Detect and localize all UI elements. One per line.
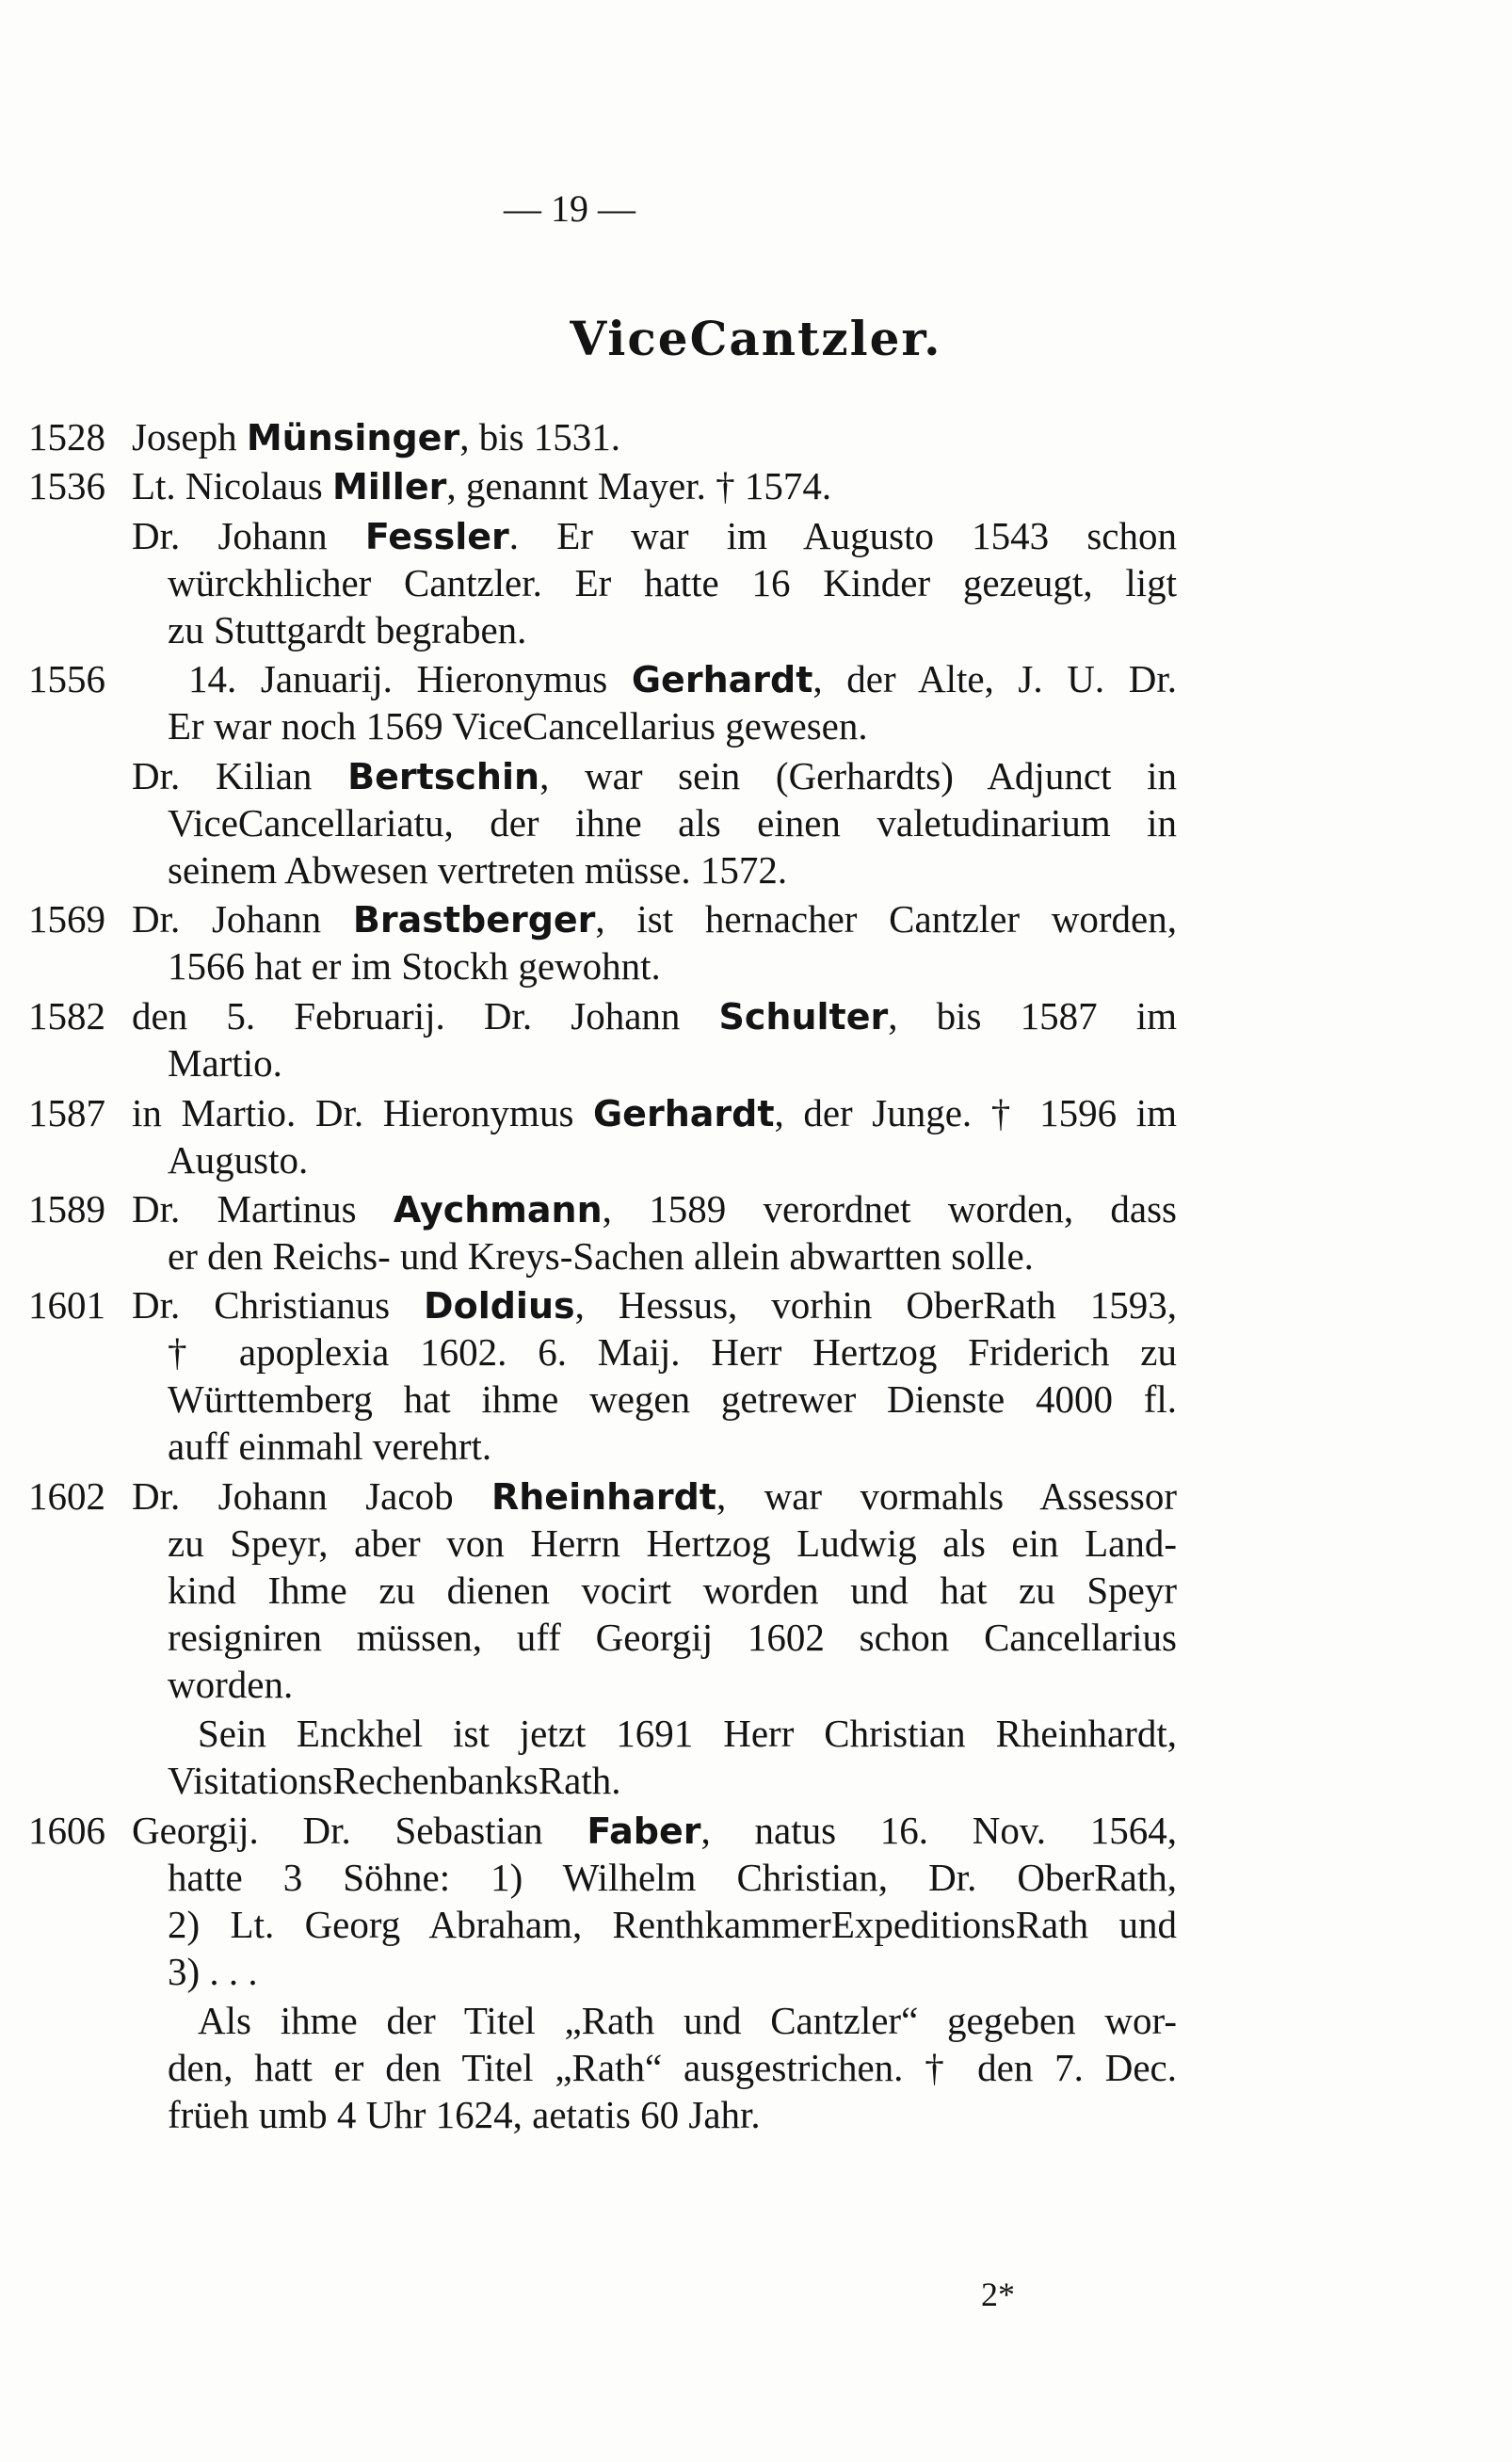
text-segment: Als ihme der Titel „Rath und Cantzler“ gegeben wor- (198, 1999, 1177, 2042)
text-line (132, 513, 1177, 558)
text-line (168, 607, 526, 652)
text-line (168, 1233, 1034, 1279)
text-segment: Lt. Nicolaus (132, 464, 332, 507)
text-segment: , Hessus, vorhin OberRath 1593, (574, 1283, 1177, 1327)
text-line (132, 1090, 1177, 1135)
text-segment: er den Reichs- und Kreys-Sachen allein abwartten solle. (168, 1234, 1034, 1278)
text-line (168, 1949, 258, 1994)
entry-year: 1528 (28, 415, 105, 459)
entry-year: 1556 (28, 657, 105, 700)
text-segment: in Martio. Dr. Hieronymus (132, 1091, 593, 1134)
text-segment: , 1589 verordnet worden, dass (602, 1187, 1177, 1231)
person-name: Münsinger (246, 417, 460, 459)
text-segment: ViceCancellariatu, der ihne als einen valetudinarium in (168, 801, 1177, 845)
text-segment: , genannt Mayer. † 1574. (446, 464, 832, 507)
entry-year: 1582 (28, 994, 105, 1038)
person-name: Faber (587, 1810, 701, 1852)
text-line (132, 1186, 1177, 1231)
person-name: Gerhardt (592, 1093, 775, 1134)
text-segment: Dr. Kilian (132, 754, 348, 797)
text-segment: Württemberg hat ihme wegen getrewer Dienste 4000 fl. (168, 1377, 1177, 1421)
text-segment: , bis 1587 im (888, 994, 1177, 1038)
text-line (168, 1855, 1177, 1900)
text-line (168, 703, 868, 748)
person-name: Fessler (364, 516, 509, 557)
text-segment: , bis 1531. (459, 415, 621, 459)
entry-year: 1587 (28, 1091, 105, 1134)
text-line (132, 993, 1177, 1038)
text-segment: resigniren müssen, uff Georgij 1602 schon Cancellarius (168, 1616, 1177, 1659)
text-segment: seinem Abwesen vertreten müsse. 1572. (168, 848, 788, 892)
text-line (132, 896, 1177, 941)
text-line (198, 1711, 1177, 1756)
person-name: Miller (331, 466, 447, 507)
text-line (132, 414, 620, 460)
text-segment: Er war noch 1569 ViceCancellarius gewesen. (168, 704, 868, 748)
text-segment: kind Ihme zu dienen vocirt worden und hat zu Speyr (168, 1569, 1177, 1612)
entry-year: 1602 (28, 1474, 105, 1518)
section-heading: ViceCantzler. (570, 311, 942, 366)
text-line (168, 943, 661, 989)
entry-year: 1536 (28, 464, 105, 507)
person-name: Bertschin (347, 756, 540, 797)
text-segment: Sein Enckhel ist jetzt 1691 Herr Christian Rheinhardt, (198, 1712, 1177, 1755)
person-name: Rheinhardt (491, 1476, 716, 1518)
text-segment: Georgij. Dr. Sebastian (132, 1809, 587, 1852)
text-line (168, 2092, 761, 2137)
entry-year: 1589 (28, 1187, 105, 1231)
text-segment: zu Stuttgardt begraben. (168, 608, 527, 652)
text-line (168, 1040, 282, 1086)
page-number: — 19 — (504, 187, 635, 230)
text-line (168, 1329, 1177, 1375)
person-name: Aychmann (393, 1189, 603, 1231)
text-segment: Augusto. (168, 1138, 309, 1182)
text-segment: 2) Lt. Georg Abraham, RenthkammerExpeditionsRath und (168, 1903, 1177, 1946)
text-segment: Dr. Johann Jacob (132, 1474, 491, 1518)
text-segment: Dr. Christianus (132, 1283, 425, 1327)
text-segment: hatte 3 Söhne: 1) Wilhelm Christian, Dr. OberRath, (168, 1856, 1177, 1899)
text-segment: früeh umb 4 Uhr 1624, aetatis 60 Jahr. (168, 2093, 761, 2136)
text-segment: 14. Januarij. Hieronymus (188, 657, 632, 700)
text-segment: , war sein (Gerhardts) Adjunct in (539, 754, 1177, 797)
signature-mark: 2* (981, 2276, 1015, 2313)
text-segment: zu Speyr, aber von Herrn Hertzog Ludwig als ein Land- (168, 1521, 1177, 1565)
text-line (168, 1424, 491, 1469)
text-segment: Dr. Johann (132, 514, 365, 557)
text-line (168, 1376, 1177, 1422)
person-name: Doldius (424, 1285, 575, 1327)
text-segment: den, hatt er den Titel „Rath“ ausgestrichen. † den 7. Dec. (168, 2046, 1177, 2089)
text-segment: , war vormahls Assessor (716, 1474, 1177, 1518)
text-line (132, 753, 1177, 798)
text-segment: † apoplexia 1602. 6. Maij. Herr Hertzog Friderich zu (168, 1330, 1177, 1374)
text-line (168, 2045, 1177, 2090)
text-segment: Martio. (168, 1041, 282, 1085)
person-name: Brastberger (352, 899, 596, 941)
text-line (132, 1473, 1177, 1519)
entry-year: 1606 (28, 1809, 105, 1852)
text-line (168, 1758, 621, 1803)
text-segment: 3) . . . (168, 1950, 258, 1993)
text-segment: Dr. Martinus (132, 1187, 394, 1231)
text-segment: , ist hernacher Cantzler worden, (595, 897, 1177, 941)
text-line (132, 1282, 1177, 1328)
text-line (132, 1808, 1177, 1853)
text-segment: den 5. Februarij. Dr. Johann (132, 994, 719, 1038)
text-line (188, 656, 1177, 701)
text-line (168, 1521, 1177, 1566)
text-segment: VisitationsRechenbanksRath. (168, 1759, 621, 1802)
text-line (168, 1615, 1177, 1660)
text-segment: worden. (168, 1663, 294, 1706)
text-segment: würckhlicher Cantzler. Er hatte 16 Kinder gezeugt, ligt (168, 561, 1177, 604)
text-line (132, 463, 831, 509)
text-segment: , der Junge. † 1596 im (774, 1091, 1177, 1134)
text-segment: , der Alte, J. U. Dr. (812, 657, 1177, 700)
text-line (168, 560, 1177, 605)
text-line (168, 1137, 308, 1183)
entry-year: 1569 (28, 897, 105, 941)
text-line (168, 1662, 293, 1707)
text-segment: 1566 hat er im Stockh gewohnt. (168, 944, 661, 988)
text-line (168, 800, 1177, 845)
text-segment: Dr. Johann (132, 897, 353, 941)
text-line (168, 1568, 1177, 1613)
text-line (168, 847, 787, 893)
text-line (198, 1998, 1177, 2043)
text-segment: Joseph (132, 415, 247, 459)
person-name: Gerhardt (631, 659, 813, 700)
text-segment: auff einmahl verehrt. (168, 1424, 492, 1468)
text-segment: . Er war im Augusto 1543 schon (508, 514, 1177, 557)
person-name: Schulter (718, 996, 889, 1038)
text-line (168, 1902, 1177, 1947)
entry-year: 1601 (28, 1283, 105, 1327)
text-segment: , natus 16. Nov. 1564, (700, 1809, 1177, 1852)
